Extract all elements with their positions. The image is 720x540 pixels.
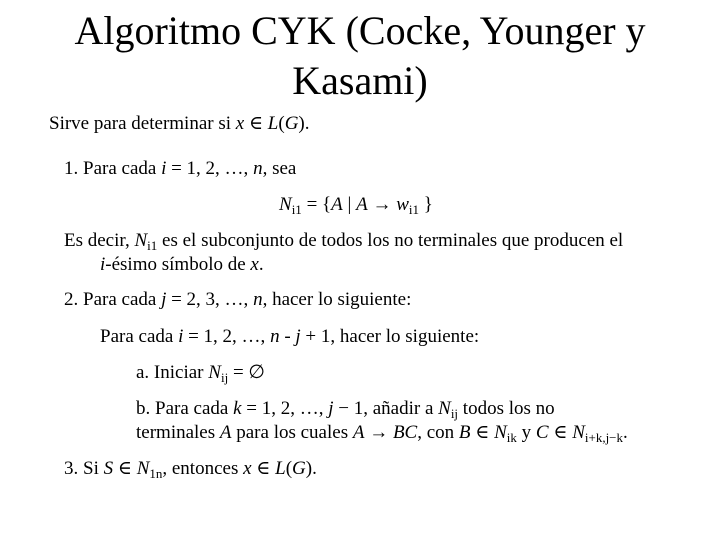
step-1-formula: $N_{i1} = \{A$ | $A \to w_{i1}$ }	[279, 194, 433, 217]
slide-title-line1: Algoritmo CYK (Cocke, Younger y	[74, 8, 646, 53]
step-3-line: 3. Si S ∈ $N_{1n}$, entonces x ∈ L(G).	[64, 458, 317, 481]
step-a-line: a. Iniciar $N_{ij}$ = ∅	[136, 362, 265, 385]
slide-title	[0, 6, 720, 106]
intro-line: Sirve para determinar si x ∈ L(G).	[49, 113, 310, 134]
step-2-line: 2. Para cada j = 2, 3, …, n, hacer lo siguiente:	[64, 289, 412, 310]
inner-loop-line: Para cada i = 1, 2, …, n - j + 1, hacer lo siguiente:	[100, 326, 480, 347]
slide-title-line2: Kasami)	[292, 58, 428, 103]
explain-line-2: i-ésimo símbolo de x.	[100, 254, 264, 275]
explain-line-1: Es decir, $N_{i1}$ es el subconjunto de todos los no terminales que producen el	[64, 230, 624, 253]
step-1-line: 1. Para cada i = 1, 2, …, n, sea	[64, 158, 297, 179]
step-b-line-1: b. Para cada k = 1, 2, …, j − 1, añadir a $N_{ij}$ todos los no	[136, 398, 555, 421]
step-b-line-2: terminales A para los cuales A → BC, con B ∈ $N_{ik}$ y C ∈ $N_{i+k,j-k}$.	[136, 422, 628, 445]
